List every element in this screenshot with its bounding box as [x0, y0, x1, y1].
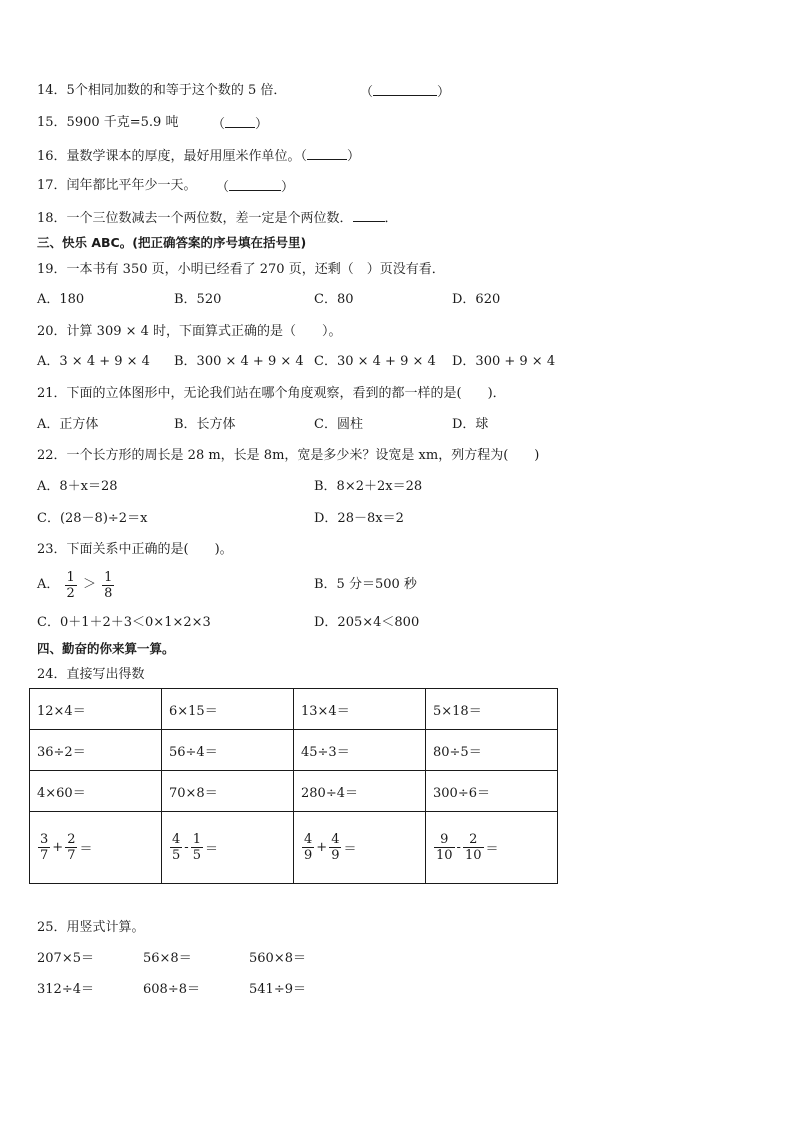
question-18: [37, 208, 398, 228]
numerator: 4: [304, 832, 313, 847]
table-row: [30, 689, 558, 730]
question-19: 19．一本书有 350 页，小明已经看了 270 页，还剩（ ）页没有看．: [37, 262, 445, 277]
fraction: [102, 570, 114, 601]
numerator: 2: [469, 832, 478, 847]
denominator: 5: [172, 848, 181, 863]
denominator: 8: [104, 585, 113, 601]
question-20: 20．计算 309 × 4 时，下面算式正确的是（ ）。: [37, 324, 342, 339]
fraction: [191, 832, 203, 863]
numerator: 4: [172, 832, 181, 847]
table-cell[interactable]: 12×4＝: [30, 689, 162, 730]
open-paren: （: [216, 180, 230, 195]
question-18-text: 18．一个三位数减去一个两位数，差一定是个两位数．: [37, 211, 353, 226]
q19-option-b[interactable]: B．520: [174, 292, 222, 307]
q20-option-d[interactable]: D．300 + 9 × 4: [452, 354, 556, 369]
fraction-cell[interactable]: [162, 812, 294, 884]
equals-sign: ＝: [204, 842, 218, 857]
answer-blank[interactable]: [225, 114, 255, 128]
question-15-answer[interactable]: [212, 114, 268, 134]
q21-option-a[interactable]: A．正方体: [37, 417, 99, 432]
operator: +: [52, 840, 64, 855]
fraction: [170, 832, 182, 863]
option-label: A．: [37, 577, 60, 592]
table-cell[interactable]: 70×8＝: [162, 771, 294, 812]
q25-item[interactable]: 541÷9＝: [249, 982, 306, 997]
question-24: 24．直接写出得数: [37, 667, 145, 682]
q21-option-c[interactable]: C．圆柱: [314, 417, 363, 432]
numerator: 1: [66, 569, 75, 585]
table-row: [30, 812, 558, 884]
table-cell[interactable]: 80÷5＝: [426, 730, 558, 771]
open-paren: （: [212, 117, 226, 132]
q21-option-b[interactable]: B．长方体: [174, 417, 236, 432]
denominator: 10: [464, 848, 482, 863]
section-4-heading: 四、勤奋的你来算一算。: [37, 641, 175, 656]
numerator: 2: [67, 832, 76, 847]
close-paren: ）: [437, 85, 451, 100]
q22-option-a[interactable]: A．8＋x＝28: [37, 479, 118, 494]
equals-sign: ＝: [343, 842, 357, 857]
denominator: 5: [192, 848, 201, 863]
q19-option-a[interactable]: A．180: [37, 292, 85, 307]
operator: -: [456, 840, 461, 855]
section-3-heading: 三、快乐 ABC。(把正确答案的序号填在括号里): [37, 235, 307, 250]
denominator: 9: [331, 848, 340, 863]
fraction: [302, 832, 314, 863]
numerator: 1: [192, 832, 201, 847]
question-17: [37, 177, 197, 195]
operator: ＞: [82, 577, 96, 592]
q25-item[interactable]: 608÷8＝: [143, 982, 200, 997]
q19-option-c[interactable]: C．80: [314, 292, 354, 307]
fraction: [434, 832, 455, 863]
table-cell[interactable]: 4×60＝: [30, 771, 162, 812]
close-paren: ）: [255, 117, 269, 132]
table-row: [30, 730, 558, 771]
table-cell[interactable]: 6×15＝: [162, 689, 294, 730]
q21-option-d[interactable]: D．球: [452, 417, 489, 432]
q25-item[interactable]: 56×8＝: [143, 951, 192, 966]
question-15-text: 15．5900 千克=5.9 吨: [37, 115, 179, 130]
q22-option-b[interactable]: B．8×2＋2x＝28: [314, 479, 423, 494]
q22-option-d[interactable]: D．28－8x＝2: [314, 511, 404, 526]
q20-option-c[interactable]: C．30 × 4 + 9 × 4: [314, 354, 436, 369]
q23-option-b[interactable]: B．5 分＝500 秒: [314, 577, 417, 592]
q25-item[interactable]: 312÷4＝: [37, 982, 94, 997]
answer-blank[interactable]: [307, 146, 347, 160]
denominator: 10: [436, 848, 453, 863]
question-17-text: 17．闰年都比平年少一天。: [37, 178, 197, 193]
table-cell[interactable]: 36÷2＝: [30, 730, 162, 771]
operator: -: [184, 840, 189, 855]
q25-item[interactable]: 560×8＝: [249, 951, 306, 966]
numerator: 9: [440, 832, 449, 847]
equals-sign: ＝: [79, 842, 93, 857]
question-21: 21．下面的立体图形中，无论我们站在哪个角度观察，看到的都一样的是( )．: [37, 386, 506, 401]
table-cell[interactable]: 56÷4＝: [162, 730, 294, 771]
answer-blank[interactable]: [373, 82, 437, 96]
question-16-text: 16．量数学课本的厚度，最好用厘米作单位。（: [37, 149, 308, 164]
fraction: [463, 832, 484, 863]
question-15: [37, 114, 178, 132]
q20-option-a[interactable]: A．3 × 4 + 9 × 4: [37, 354, 150, 369]
close-paren: ）: [347, 149, 361, 164]
fraction-cell[interactable]: [426, 812, 558, 884]
q23-option-c[interactable]: C．0＋1＋2＋3＜0×1×2×3: [37, 615, 211, 630]
denominator: 9: [304, 848, 313, 863]
fraction: [329, 832, 341, 863]
fraction: [65, 570, 77, 601]
question-22: 22．一个长方形的周长是 28 m，长是 8m，宽是多少米？设宽是 xm，列方程为( ): [37, 448, 540, 463]
q23-option-a[interactable]: [37, 567, 115, 604]
q22-option-c[interactable]: C．(28－8)÷2＝x: [37, 511, 148, 526]
table-cell[interactable]: 13×4＝: [294, 689, 426, 730]
denominator: 7: [67, 848, 76, 863]
answer-blank[interactable]: [353, 208, 385, 222]
fraction: [65, 832, 77, 863]
period: ．: [384, 211, 398, 226]
question-17-answer[interactable]: [216, 177, 294, 197]
question-14: [37, 82, 286, 100]
numerator: 4: [331, 832, 340, 847]
denominator: 2: [66, 585, 75, 601]
table-row: [30, 771, 558, 812]
q20-option-b[interactable]: B．300 × 4 + 9 × 4: [174, 354, 304, 369]
q23-option-d[interactable]: D．205×4＜800: [314, 615, 420, 630]
q19-option-d[interactable]: D．620: [452, 292, 501, 307]
table-cell[interactable]: 300÷6＝: [426, 771, 558, 812]
question-25: 25．用竖式计算。: [37, 920, 145, 935]
open-paren: （: [360, 85, 374, 100]
numerator: 1: [104, 569, 113, 585]
table-cell[interactable]: 280÷4＝: [294, 771, 426, 812]
answer-blank[interactable]: [229, 177, 281, 191]
table-cell[interactable]: 5×18＝: [426, 689, 558, 730]
close-paren: ）: [281, 180, 295, 195]
question-23: 23．下面关系中正确的是( )。: [37, 542, 233, 557]
fraction: [38, 832, 50, 863]
question-16: [37, 146, 360, 166]
question-14-answer[interactable]: [360, 82, 450, 102]
mental-math-table: [29, 688, 558, 884]
table-cell[interactable]: 45÷3＝: [294, 730, 426, 771]
fraction-cell[interactable]: [294, 812, 426, 884]
question-14-text: 14．5个相同加数的和等于这个数的 5 倍．: [37, 83, 287, 98]
denominator: 7: [40, 848, 49, 863]
q25-item[interactable]: 207×5＝: [37, 951, 94, 966]
numerator: 3: [40, 832, 49, 847]
operator: +: [316, 840, 328, 855]
fraction-cell[interactable]: [30, 812, 162, 884]
equals-sign: ＝: [485, 842, 499, 857]
